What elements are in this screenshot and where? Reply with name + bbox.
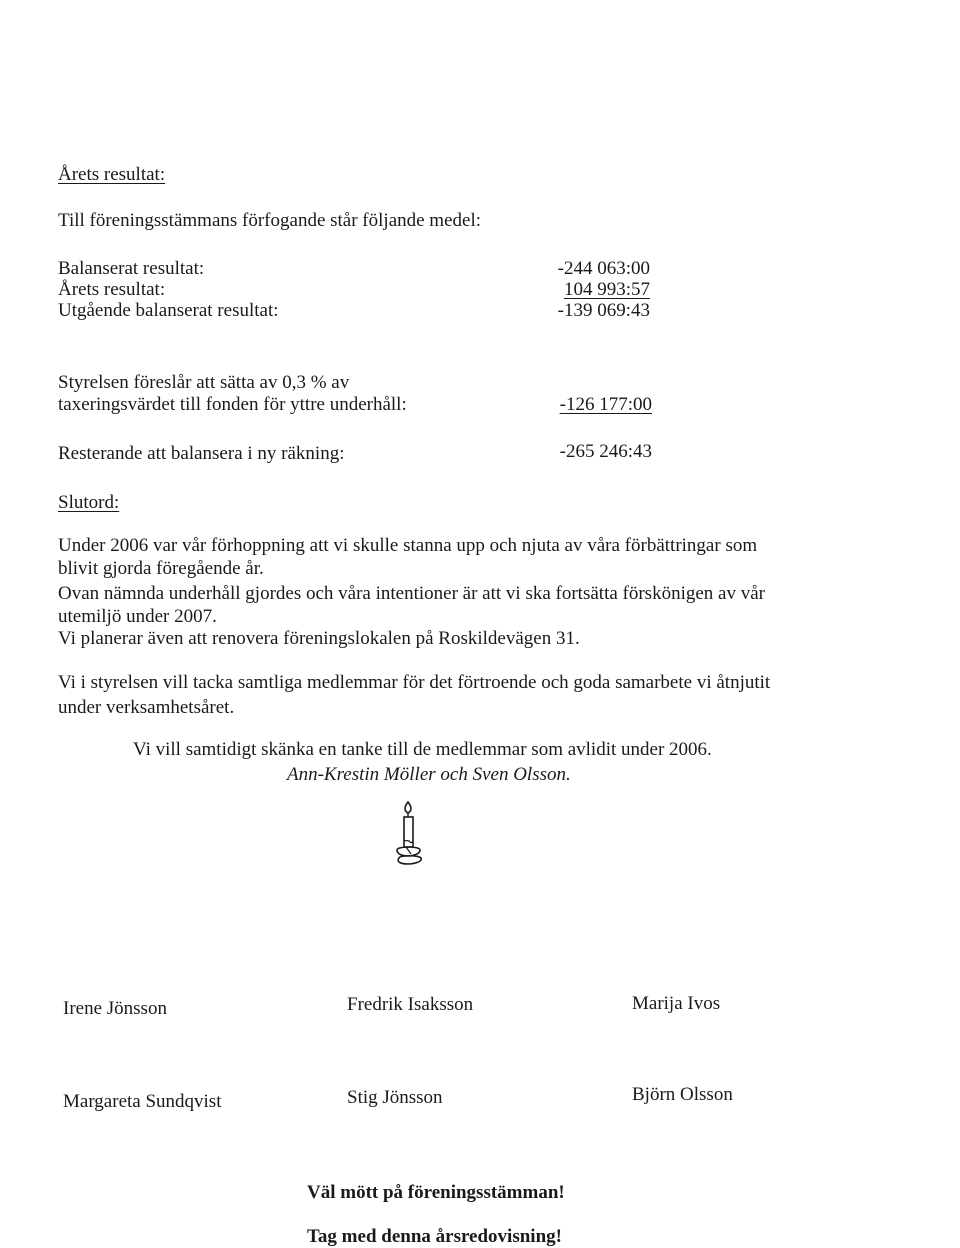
footer-line1: Väl mött på föreningsstämman! <box>307 1182 565 1203</box>
signature-marija-ivos: Marija Ivos <box>632 993 721 1014</box>
closing-p1-line2: blivit gjorda föregående år. <box>58 558 264 579</box>
closing-p2-line1: Vi i styrelsen vill tacka samtliga medlemmar för det förtroende och goda samarbete vi åtnjutit <box>58 672 771 693</box>
signature-margareta-sundqvist: Margareta Sundqvist <box>63 1091 222 1112</box>
memorial-line1: Vi vill samtidigt skänka en tanke till de medlemmar som avlidit under 2006. <box>133 739 712 760</box>
candle-icon <box>393 800 425 866</box>
row-value-utgaende: -139 069:43 <box>557 300 650 321</box>
row-label-utgaende: Utgående balanserat resultat: <box>58 300 279 321</box>
closing-p2-line2: under verksamhetsåret. <box>58 697 235 718</box>
closing-p1-line1: Under 2006 var vår förhoppning att vi skulle stanna upp och njuta av våra förbättringar som <box>58 535 758 556</box>
row-label-balanserat: Balanserat resultat: <box>58 258 205 279</box>
results-heading: Årets resultat: <box>58 164 166 185</box>
proposal-line2: taxeringsvärdet till fonden för yttre underhåll: <box>58 394 407 415</box>
closing-heading: Slutord: <box>58 492 120 513</box>
row-value-arets: 104 993:57 <box>563 279 650 300</box>
proposal-line1: Styrelsen föreslår att sätta av 0,3 % av <box>58 372 350 393</box>
footer-line2: Tag med denna årsredovisning! <box>307 1226 562 1247</box>
closing-p1-line3: Ovan nämnda underhåll gjordes och våra intentioner är att vi ska fortsätta förskönigen av vår <box>58 583 765 604</box>
closing-p1-line5: Vi planerar även att renovera föreningslokalen på Roskildevägen 31. <box>58 628 580 649</box>
signature-stig-jonsson: Stig Jönsson <box>347 1087 443 1108</box>
remaining-label: Resterande att balansera i ny räkning: <box>58 443 345 464</box>
signature-irene-jonsson: Irene Jönsson <box>63 998 167 1019</box>
signature-bjorn-olsson: Björn Olsson <box>632 1084 733 1105</box>
memorial-line2: Ann-Krestin Möller och Sven Olsson. <box>287 764 571 785</box>
remaining-value: -265 246:43 <box>559 441 652 462</box>
row-label-arets: Årets resultat: <box>58 279 166 300</box>
row-value-balanserat: -244 063:00 <box>557 258 650 279</box>
proposal-value: -126 177:00 <box>559 394 652 415</box>
signature-fredrik-isaksson: Fredrik Isaksson <box>347 994 474 1015</box>
closing-p1-line4: utemiljö under 2007. <box>58 606 217 627</box>
results-intro: Till föreningsstämmans förfogande står följande medel: <box>58 210 482 231</box>
